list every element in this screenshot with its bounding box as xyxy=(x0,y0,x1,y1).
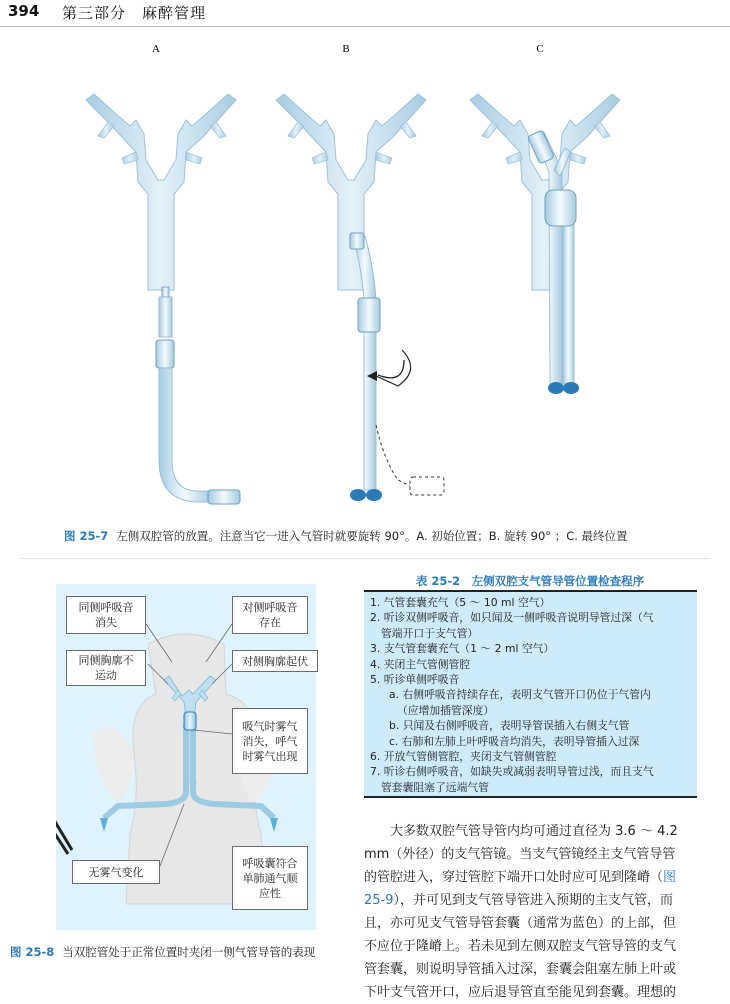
body-paragraph xyxy=(364,820,698,1004)
figure-25-7-illustration xyxy=(46,40,686,515)
table-row: b. 只闻及右侧呼吸音，表明导管误插入右侧支气管 xyxy=(389,719,630,733)
figure-25-8-caption xyxy=(10,944,315,960)
tube-a xyxy=(156,287,240,504)
body-line: 且，亦可见支气管导管套囊（通常为蓝色）的上部，但 xyxy=(364,916,677,931)
section-title: 第三部分 麻醉管理 xyxy=(62,4,207,22)
table-row: 6. 开放气管侧管腔，夹闭支气管侧管腔 xyxy=(370,750,557,764)
label-no-fog-change: 无雾气变化 xyxy=(72,860,160,884)
figure-25-7-caption-text: 左侧双腔管的放置。注意当它一进入气管时就要旋转 90°。A. 初始位置；B. 旋转 90° ；C. 最终位置 xyxy=(116,529,628,543)
panel-label-b: B xyxy=(342,43,350,55)
section-divider xyxy=(20,558,710,559)
table-row: c. 右肺和左肺上叶呼吸音均消失，表明导管插入过深 xyxy=(389,734,640,748)
table-row: 7. 听诊右侧呼吸音，如缺失或减弱表明导管过浅，而且支气 xyxy=(370,765,654,779)
table-row: 5. 听诊单侧呼吸音 xyxy=(370,673,460,687)
body-line: 的管腔进入，穿过管腔下端开口处时应可见到隆嵴（图 xyxy=(364,870,677,885)
table-row: 管端开口于支气管） xyxy=(381,626,479,640)
table-row: 管套囊阻塞了远端气管 xyxy=(381,780,489,794)
panel-label-c: C xyxy=(536,43,544,55)
table-row: a. 右侧呼吸音持续存在，表明支气管开口仍位于气管内 xyxy=(389,688,651,702)
table-row: 2. 听诊双侧呼吸音，如只闻及一侧呼吸音说明导管过深（气 xyxy=(370,611,654,625)
figure-25-7-label: 图 25-7 xyxy=(64,529,109,543)
figure-reference-link[interactable]: 图 xyxy=(663,870,677,885)
label-fog-change: 吸气时雾气 消失，呼气 时雾气出现 xyxy=(232,708,308,774)
label-contra-breath-present: 对侧呼吸音 存在 xyxy=(232,596,308,634)
table-row: 1. 气管套囊充气（5 ～ 10 ml 空气） xyxy=(370,596,551,609)
label-ipsi-breath-absent: 同侧呼吸音 消失 xyxy=(66,596,146,634)
table-row: 3. 支气管套囊充气（1 ～ 2 ml 空气） xyxy=(370,642,555,656)
label-contra-chest-rises: 对侧胸廓起伏 xyxy=(232,650,318,672)
table-25-2 xyxy=(364,590,697,798)
body-line: 25-9），并可见到支气管导管进入预期的主支气管，而 xyxy=(364,893,674,908)
table-25-2-title: 表 25-2 左侧双腔支气管导管位置检查程序 xyxy=(415,574,645,588)
tube-b xyxy=(350,233,444,501)
body-line: mm（外径）的支气管镜。当支气管镜经主支气管导管 xyxy=(364,847,676,862)
figure-25-7-caption xyxy=(64,528,628,544)
panel-label-a: A xyxy=(152,43,160,55)
label-bag-compliance: 呼吸囊符合 单肺通气顺 应性 xyxy=(232,846,308,910)
table-row: 4. 夹闭主气管侧管腔 xyxy=(370,657,471,671)
figure-25-8-caption-text: 当双腔管处于正常位置时夹闭一侧气管导管的表现 xyxy=(62,945,316,959)
body-line: 大多数双腔气管导管内均可通过直径为 3.6 ～ 4.2 xyxy=(390,824,678,839)
page-number: 394 xyxy=(8,2,40,20)
figure-25-8-label: 图 25-8 xyxy=(10,945,55,959)
body-line: 不应位于隆嵴上。若未见到左侧双腔支气管导管的支气 xyxy=(364,939,677,954)
label-ipsi-chest-no-motion: 同侧胸廓不 运动 xyxy=(66,650,146,686)
body-line: 管套囊，则说明导管插入过深，套囊会阻塞左肺上叶或 xyxy=(364,962,677,977)
figure-25-8-panel xyxy=(56,584,316,930)
table-row: （应增加插管深度） xyxy=(397,703,495,717)
header-divider xyxy=(0,26,730,27)
figure-reference-link[interactable]: 25-9 xyxy=(364,893,394,908)
body-line: 下叶支气管开口，应后退导管直至能见到套囊。理想的 xyxy=(364,985,677,1000)
